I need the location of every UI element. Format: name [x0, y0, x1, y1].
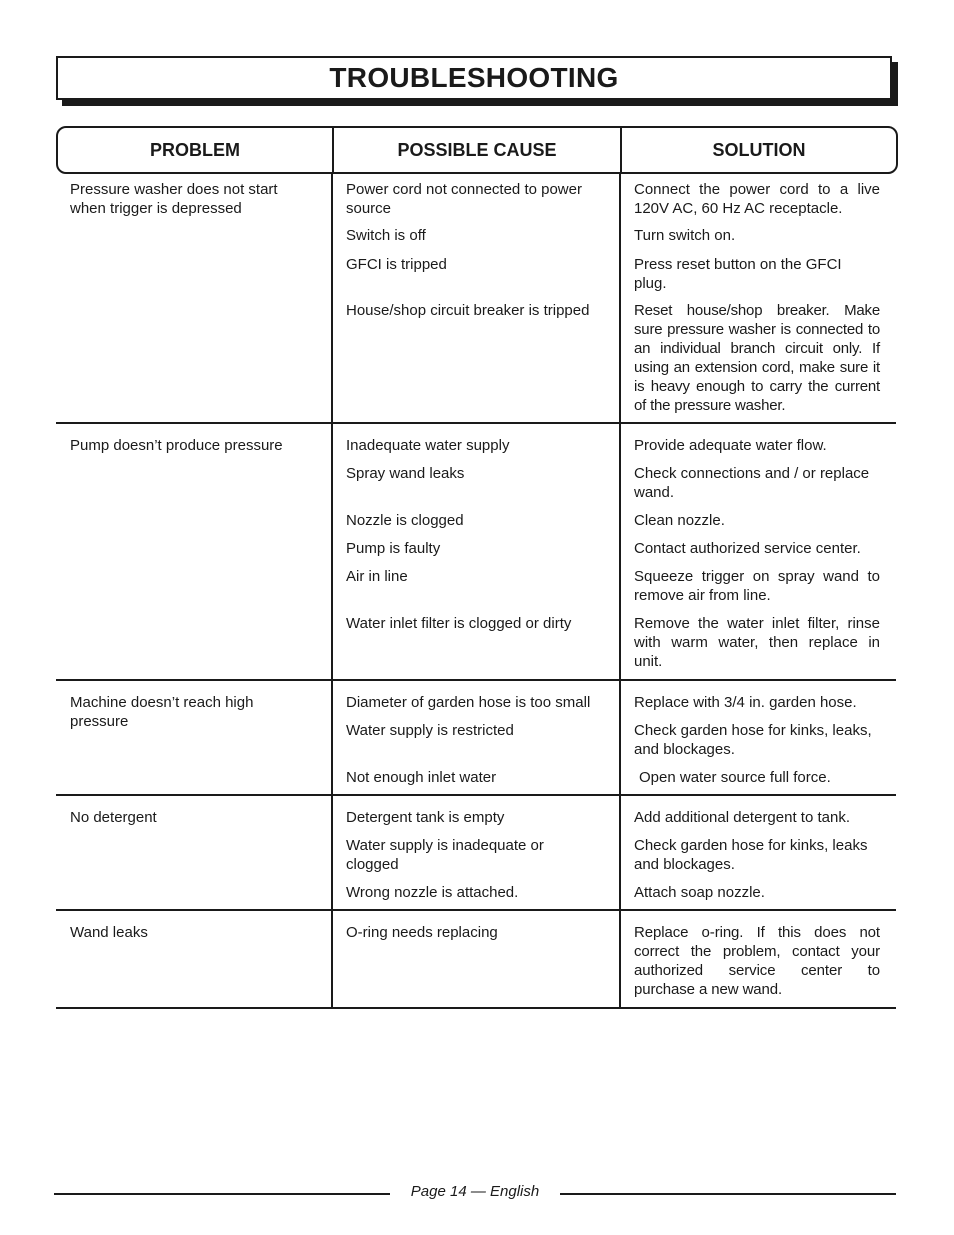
solution-cell: Check garden hose for kinks, leaks, and blockages.	[634, 722, 872, 758]
solution-cell: Provide adequate water flow.	[634, 437, 827, 454]
solution-cell: Contact authorized service center.	[634, 540, 861, 557]
cause-cell: Pump is faulty	[346, 540, 441, 557]
cause-cell: Inadequate water supply	[346, 437, 510, 454]
solution-cell: Connect the power cord to a live 120V AC, 60 Hz AC receptacle.	[634, 181, 880, 217]
cause-cell: Air in line	[346, 568, 408, 585]
problem-cell: Machine doesn’t reach high pressure	[70, 694, 254, 730]
column-divider	[619, 796, 621, 909]
cause-cell: GFCI is tripped	[346, 256, 447, 273]
header-problem: PROBLEM	[150, 139, 240, 160]
header-possible-cause: POSSIBLE CAUSE	[332, 128, 620, 172]
solution-cell: Replace with 3/4 in. garden hose.	[634, 694, 857, 711]
table-row	[56, 796, 896, 911]
problem-cell: Wand leaks	[70, 924, 148, 941]
solution-cell: Open water source full force.	[639, 769, 831, 786]
column-divider	[331, 911, 333, 1007]
cause-cell: House/shop circuit breaker is tripped	[346, 302, 590, 319]
title-box	[56, 56, 892, 100]
table-row	[56, 424, 896, 681]
column-divider	[619, 681, 621, 794]
cause-cell: Spray wand leaks	[346, 465, 465, 482]
column-divider	[331, 681, 333, 794]
title-banner	[56, 56, 898, 108]
troubleshooting-table	[56, 172, 896, 1012]
solution-cell: Clean nozzle.	[634, 512, 725, 529]
cause-cell: Detergent tank is empty	[346, 809, 505, 826]
solution-cell: Turn switch on.	[634, 227, 736, 244]
table-row	[56, 911, 896, 1009]
column-divider	[619, 911, 621, 1007]
solution-cell: Check garden hose for kinks, leaks and blockages.	[634, 837, 868, 873]
cause-cell: Not enough inlet water	[346, 769, 497, 786]
page-title: TROUBLESHOOTING	[329, 62, 619, 93]
cause-cell: Water supply is restricted	[346, 722, 514, 739]
page-number: Page 14 — English	[410, 1183, 540, 1200]
problem-cell: No detergent	[70, 809, 157, 826]
column-divider	[331, 172, 333, 422]
page-footer	[54, 1182, 896, 1204]
column-divider	[619, 424, 621, 679]
header-solution: SOLUTION	[620, 128, 896, 172]
cause-cell: Water inlet filter is clogged or dirty	[346, 615, 572, 632]
solution-cell: Press reset button on the GFCI plug.	[634, 256, 842, 292]
solution-cell: Replace o-ring. If this does not correct the problem, contact your authorized service center to purchase a new wand.	[634, 924, 880, 998]
cause-cell: Wrong nozzle is attached.	[346, 884, 519, 901]
column-divider	[331, 424, 333, 679]
column-divider	[331, 796, 333, 909]
problem-cell: Pump doesn’t produce pressure	[70, 437, 283, 454]
footer-rule-right	[560, 1193, 896, 1195]
footer-rule-left	[54, 1193, 390, 1195]
solution-cell: Squeeze trigger on spray wand to remove air from line.	[634, 568, 880, 604]
solution-cell: Check connections and / or replace wand.	[634, 465, 870, 501]
cause-cell: Nozzle is clogged	[346, 512, 464, 529]
solution-cell: Remove the water inlet filter, rinse with warm water, then replace in unit.	[634, 615, 880, 670]
cause-cell: Switch is off	[346, 227, 426, 244]
table-row	[56, 681, 896, 796]
cause-cell: Diameter of garden hose is too small	[346, 694, 591, 711]
cause-cell: Water supply is inadequate or clogged	[346, 837, 544, 873]
column-divider	[619, 172, 621, 422]
cause-cell: Power cord not connected to power source	[346, 181, 582, 217]
solution-cell: Reset house/shop breaker. Make sure pressure washer is connected to an individual branch circuit only. If using an extension cord, make sure it is heavy enough to carry the current of the pressure washer.	[634, 302, 880, 414]
cause-cell: O-ring needs replacing	[346, 924, 498, 941]
problem-cell: Pressure washer does not start when trigger is depressed	[70, 181, 278, 217]
table-row	[56, 172, 896, 424]
solution-cell: Add additional detergent to tank.	[634, 809, 850, 826]
table-header	[56, 126, 898, 174]
solution-cell: Attach soap nozzle.	[634, 884, 765, 901]
